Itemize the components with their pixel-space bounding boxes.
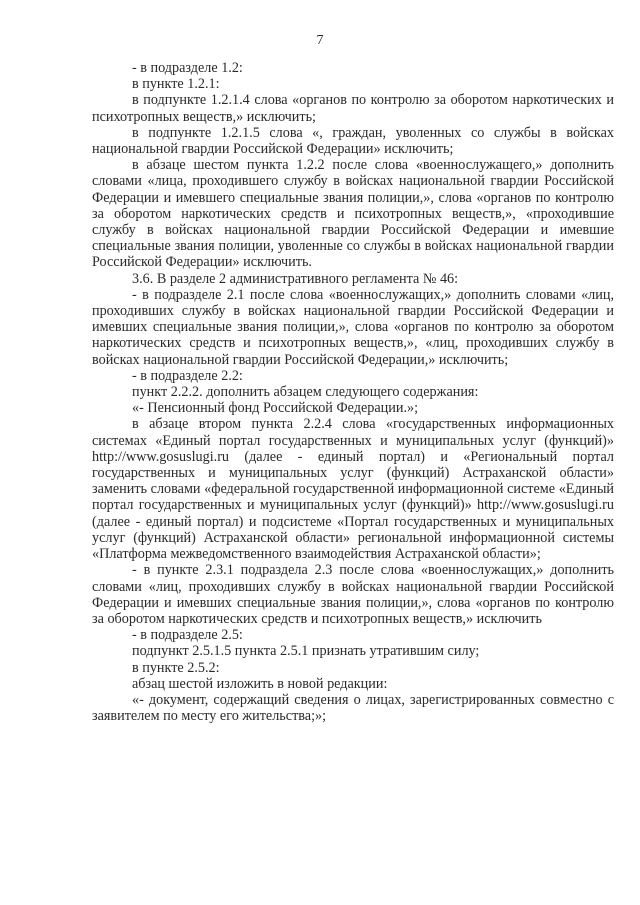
paragraph: абзац шестой изложить в новой редакции:: [132, 675, 388, 692]
paragraph: - в подразделе 2.2:: [132, 367, 243, 384]
paragraph: - в пункте 2.3.1 подраздела 2.3 после слова «военнослужащих,» дополнить словами «лиц, проходивших службу в войсках национальной гвардии Российской Федерации и имевших специальные звания полиции,», слова «органов по контролю за оборотом наркотических средств и психотропных веществ,» исключить: [92, 562, 614, 627]
paragraph: пункт 2.2.2. дополнить абзацем следующего содержания:: [132, 384, 479, 401]
paragraph: подпункт 2.5.1.5 пункта 2.5.1 признать утратившим силу;: [132, 643, 480, 660]
paragraph: в пункте 1.2.1:: [132, 76, 220, 93]
paragraph: - в подразделе 2.5:: [132, 627, 243, 644]
paragraph: в подпункте 1.2.1.4 слова «органов по контролю за оборотом наркотических и психотропных веществ,» исключить;: [92, 92, 614, 125]
paragraph: в абзаце втором пункта 2.2.4 слова «государственных информационных системах «Единый портал государственных и муниципальных услуг (функций)» http://www.gosuslugi.ru (далее - единый портал) и «Региональный портал государственных и муниципальных услуг (функций) Астраханской области» заменить словами «федеральной государственной информационной системе «Единый портал государственных и муниципальных услуг (функций)» http://www.gosuslugi.ru (далее - единый портал) и подсистеме «Портал государственных и муниципальных услуг (функций) Астраханской области» региональной информационной системы «Платформа межведомственного взаимодействия Астраханской области»;: [92, 416, 614, 563]
paragraph: в абзаце шестом пункта 1.2.2 после слова «военнослужащего,» дополнить словами «лица, проходившего службу в войсках национальной гвардии Российской Федерации и имевшего специальные звания полиции,», слова «органов по контролю за оборотом наркотических средств и психотропных веществ,», «проходившие службу в войсках национальной гвардии Российской Федерации и имевшие специальные звания полиции, уволенные со службы в войсках национальной гвардии Российской Федерации» исключить.: [92, 157, 614, 271]
paragraph: в подпункте 1.2.1.5 слова «, граждан, уволенных со службы в войсках национальной гвардии Российской Федерации» исключить;: [92, 124, 614, 158]
paragraph: «- документ, содержащий сведения о лицах, зарегистрированных совместно с заявителем по месту его жительства;»;: [92, 691, 614, 725]
paragraph: - в подразделе 1.2:: [132, 60, 243, 76]
page-number: 7: [316, 33, 324, 48]
document-body: [92, 60, 614, 724]
paragraph: - в подразделе 2.1 после слова «военнослужащих,» дополнить словами «лиц, проходивших службу в войсках национальной гвардии Российской Федерации и имевших специальные звания полиции,», слова «органов по контролю за оборотом наркотических средств и психотропных веществ,», «лиц, проходивших службу в войсках национальной гвардии Российской Федерации,» исключить;: [92, 286, 614, 368]
section-heading: 3.6. В разделе 2 административного регламента № 46:: [132, 270, 459, 287]
paragraph: в пункте 2.5.2:: [132, 659, 220, 676]
paragraph: «- Пенсионный фонд Российской Федерации.»;: [132, 400, 419, 417]
